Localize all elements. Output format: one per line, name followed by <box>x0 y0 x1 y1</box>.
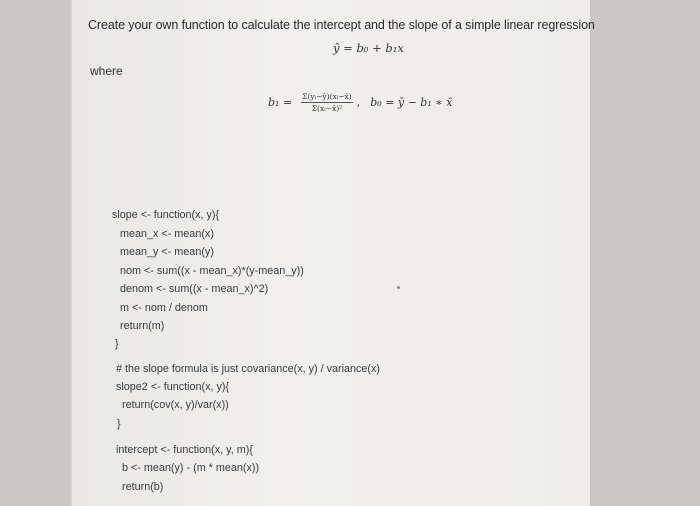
code-line: intercept <- function(x, y, m){ <box>116 444 253 456</box>
code-line: return(b) <box>122 481 164 493</box>
slope-intercept-formula <box>268 92 452 113</box>
code-line: mean_x <- mean(x) <box>120 228 214 240</box>
fraction-denominator: Σ(xᵢ−x̄)² <box>311 104 343 113</box>
page-edge <box>70 0 72 506</box>
fraction-numerator: Σ(yᵢ−ȳ)(xᵢ−x̄) <box>302 92 352 101</box>
code-line: m <- nom / denom <box>120 302 208 314</box>
code-line: } <box>115 338 119 350</box>
regression-equation: ŷ = b₀ + b₁x <box>333 41 404 55</box>
code-line: b <- mean(y) - (m * mean(x)) <box>122 462 260 474</box>
code-line: } <box>117 418 121 430</box>
code-line: nom <- sum((x - mean_x)*(y-mean_y)) <box>120 265 304 277</box>
where-label: where <box>90 64 123 78</box>
question-title: Create your own function to calculate the intercept and the slope of a simple linear regression <box>88 18 595 32</box>
fraction-bar <box>301 102 353 103</box>
code-line: slope <- function(x, y){ <box>112 209 220 221</box>
code-line: return(m) <box>120 320 165 332</box>
formula-lhs: b₁ = <box>268 96 293 109</box>
stray-mark <box>397 286 400 289</box>
code-line: mean_y <- mean(y) <box>120 246 214 258</box>
code-line: slope2 <- function(x, y){ <box>116 381 230 393</box>
formula-separator: , <box>356 96 361 109</box>
code-line: denom <- sum((x - mean_x)^2) <box>120 283 269 295</box>
slope-fraction <box>301 92 353 113</box>
code-line: return(cov(x, y)/var(x)) <box>122 399 229 411</box>
intercept-formula: b₀ = ȳ − b₁ ∗ x̄ <box>370 96 453 109</box>
code-line: # the slope formula is just covariance(x, y) / variance(x) <box>116 363 381 375</box>
